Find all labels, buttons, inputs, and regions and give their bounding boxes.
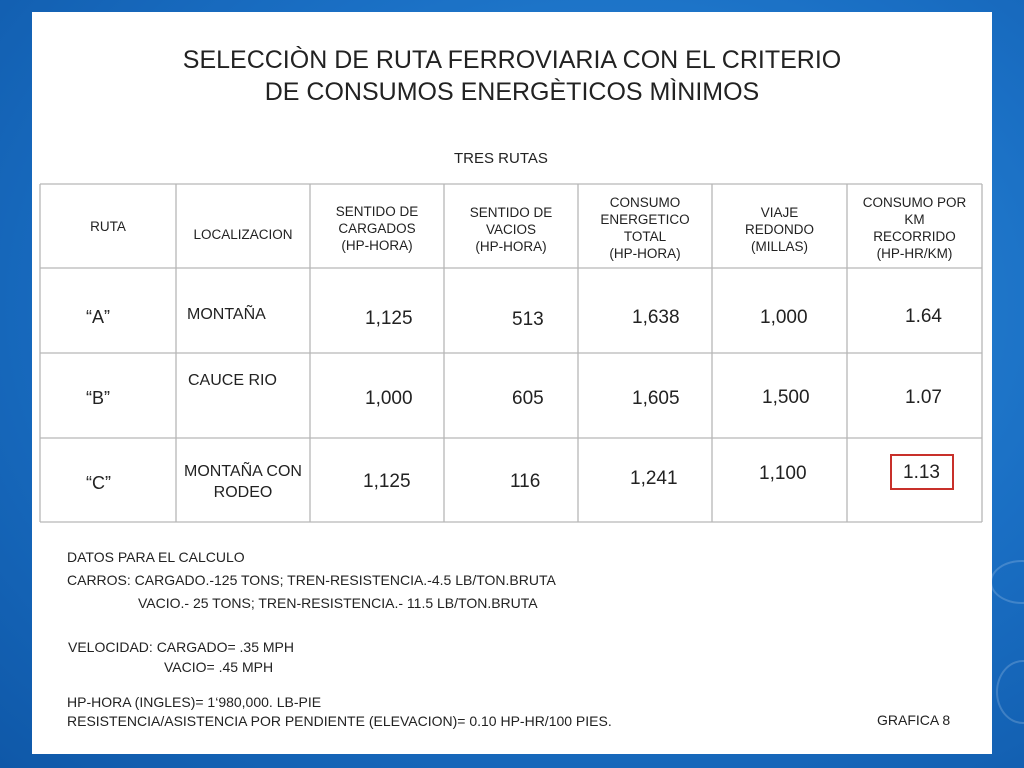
row-c-localizacion [176,461,310,503]
row-a-cargados: 1,125 [365,308,413,329]
row-c-cargados: 1,125 [363,471,411,492]
header-ruta-label: RUTA [90,219,126,234]
row-a-vacios: 513 [512,309,544,330]
row-a-ruta: “A” [86,307,110,327]
header-consumo-line: TOTAL [623,229,667,244]
note-vacio-carro: VACIO.- 25 TONS; TREN-RESISTENCIA.- 11.5 LB/TON.BRUTA [138,595,538,611]
background-swirl [990,560,1024,604]
header-porkm-line: RECORRIDO [873,229,956,244]
row-a-porkm: 1.64 [905,306,942,327]
row-c-ruta: “C” [86,473,111,493]
header-localizacion-label: LOCALIZACION [193,227,293,242]
row-a-consumo: 1,638 [632,307,680,328]
row-b-consumo: 1,605 [632,388,680,409]
header-viaje [712,204,847,255]
header-viaje-line: (MILLAS) [750,239,808,254]
row-c-localizacion-line: RODEO [213,484,273,501]
header-cargados-line: CARGADOS [338,221,416,236]
header-porkm-line: KM [904,212,925,227]
row-c-vacios: 116 [510,471,541,492]
header-cargados-line: (HP-HORA) [341,238,413,253]
header-porkm-line: CONSUMO POR [862,195,967,210]
note-velocidad: VELOCIDAD: CARGADO= .35 MPH [68,639,295,655]
row-c-viaje: 1,100 [759,463,807,484]
header-vacios-line: SENTIDO DE [469,205,553,220]
header-cargados [310,203,444,254]
header-consumo-line: ENERGETICO [600,212,690,227]
note-resistencia: RESISTENCIA/ASISTENCIA POR PENDIENTE (ELEVACION)= 0.10 HP-HR/100 PIES. [67,713,612,729]
note-datos: DATOS PARA EL CALCULO [67,549,245,565]
note-hp-hora: HP-HORA (INGLES)= 1‘980,000. LB-PIE [67,694,322,710]
header-consumo [578,194,712,262]
header-consumo-line: CONSUMO [609,195,681,210]
row-a-localizacion: MONTAÑA [187,306,266,323]
header-localizacion [176,226,310,243]
row-a-viaje: 1,000 [760,307,808,328]
header-viaje-line: REDONDO [744,222,814,237]
note-vacio-velocidad: VACIO= .45 MPH [164,659,274,675]
slide-title [32,44,992,108]
figure-label: GRAFICA 8 [877,712,951,728]
row-b-viaje: 1,500 [762,387,810,408]
background-swirl [996,660,1024,724]
row-c-porkm: 1.13 [903,462,940,483]
header-consumo-line: (HP-HORA) [609,246,681,261]
row-b-vacios: 605 [512,388,544,409]
title-line-1: SELECCIÒN DE RUTA FERROVIARIA CON EL CRITERIO [182,46,842,74]
slide [32,12,992,754]
header-vacios [444,204,578,255]
header-ruta [40,218,176,235]
row-b-porkm: 1.07 [905,387,942,408]
header-vacios-line: VACIOS [485,222,536,237]
header-porkm [847,194,982,262]
table-subtitle: TRES RUTAS [454,150,548,167]
header-porkm-line: (HP-HR/KM) [876,246,953,261]
header-cargados-line: SENTIDO DE [335,204,419,219]
row-c-localizacion-line: MONTAÑA CON [184,463,302,480]
note-carros: CARROS: CARGADO.-125 TONS; TREN-RESISTENCIA.-4.5 LB/TON.BRUTA [67,572,556,588]
row-b-cargados: 1,000 [365,388,413,409]
title-line-2: DE CONSUMOS ENERGÈTICOS MÌNIMOS [264,78,760,106]
header-vacios-line: (HP-HORA) [475,239,547,254]
row-b-ruta: “B” [86,388,110,408]
header-viaje-line: VIAJE [760,205,799,220]
row-c-consumo: 1,241 [630,468,678,489]
row-b-localizacion: CAUCE RIO [188,372,277,389]
